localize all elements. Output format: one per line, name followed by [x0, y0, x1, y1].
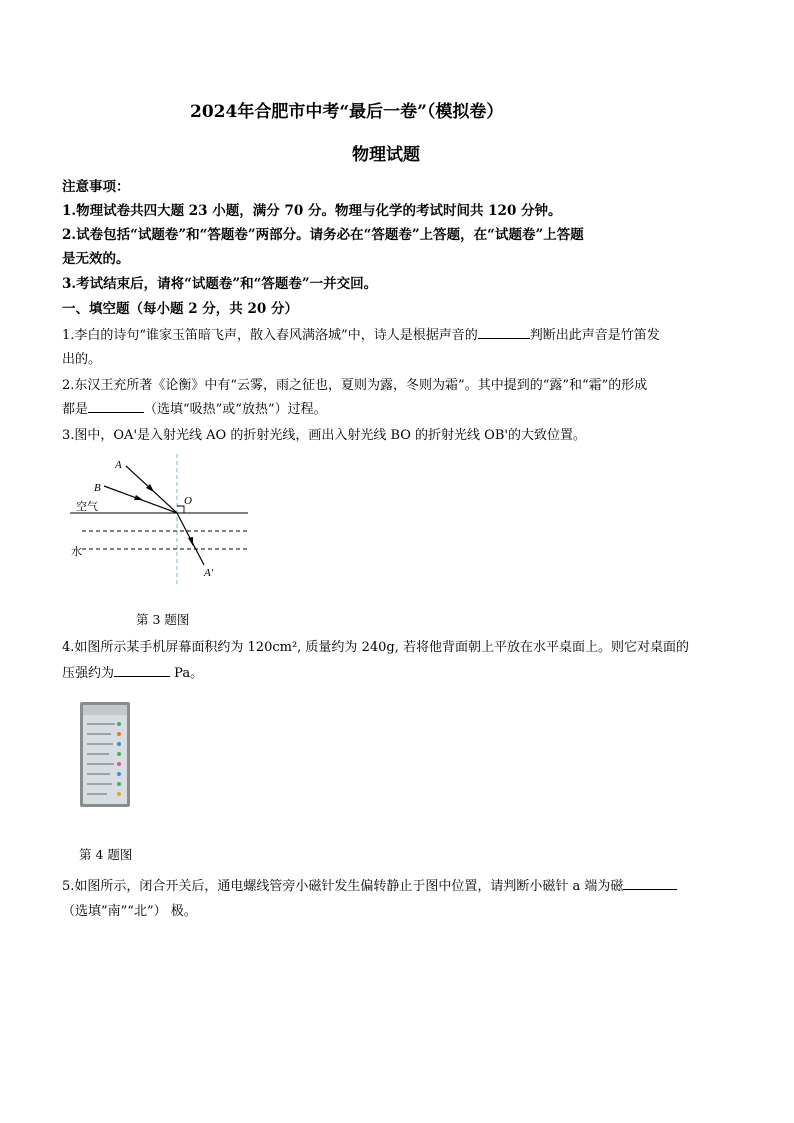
- q4-text-unit: Pa。: [174, 666, 204, 681]
- question-2: 2.东汉王充所著《论衡》中有“云雾，雨之征也，夏则为露，冬则为霜”。其中提到的“露”和“霜”的形成: [62, 378, 648, 393]
- ray-oa-prime-arrow: [188, 537, 193, 546]
- note-item: 2.试卷包括“试题卷”和“答题卷”两部分。请务必在“答题卷”上答题，在“试题卷”上答题: [62, 227, 584, 243]
- ray-bo-arrow: [134, 495, 143, 500]
- exam-title: 2024年合肥市中考“最后一卷”（模拟卷）: [190, 102, 504, 122]
- question-5: [62, 875, 677, 894]
- question-4: 4.如图所示某手机屏幕面积约为 120cm², 质量约为 240g, 若将他背面朝上平放在水平桌面上。则它对桌面的: [62, 640, 689, 655]
- q2-answer-blank[interactable]: [88, 400, 144, 413]
- q1-answer-blank[interactable]: [478, 326, 530, 339]
- q3-refraction-figure: [60, 448, 260, 596]
- label-b: B: [94, 482, 101, 494]
- notes-heading: 注意事项：: [62, 179, 130, 195]
- section-heading: 一、填空题（每小题 2 分，共 20 分）: [62, 301, 298, 317]
- label-o: O: [184, 495, 192, 507]
- q4-phone-image: [80, 702, 130, 807]
- question-5-line2: （选填”南”“北”） 极。: [62, 904, 197, 919]
- label-water: 水: [71, 545, 82, 558]
- q2-text-cont: （选填“吸热”或“放热”）过程。: [144, 402, 327, 417]
- note-item: 是无效的。: [62, 251, 130, 267]
- q2-text: 都是: [62, 402, 89, 417]
- question-1-line2: 出的。: [62, 352, 102, 367]
- q5-text: 5.如图所示，闭合开关后，通电螺线管旁小磁针发生偏转静止于图中位置，请判断小磁针 a 端为磁: [62, 879, 624, 894]
- label-a-prime: A′: [204, 567, 214, 579]
- right-angle-mark: [177, 506, 184, 513]
- note-item: 1.物理试卷共四大题 23 小题，满分 70 分。物理与化学的考试时间共 120 分钟。: [62, 203, 562, 219]
- q5-answer-blank[interactable]: [623, 877, 677, 890]
- question-4-line2: [62, 662, 203, 681]
- label-a: A: [115, 459, 122, 471]
- note-item: 3.考试结束后，请将“试题卷”和“答题卷”一并交回。: [62, 276, 378, 292]
- phone-screen: [83, 705, 127, 804]
- q1-text: 1.李白的诗句“谁家玉笛暗飞声，散入春风满洛城”中，诗人是根据声音的: [62, 328, 478, 343]
- q3-figure-caption: 第 3 题图: [136, 612, 190, 627]
- q4-answer-blank[interactable]: [114, 664, 170, 677]
- q4-figure-caption: 第 4 题图: [79, 847, 133, 862]
- q1-text-cont: 判断出此声音是竹笛发: [529, 328, 660, 343]
- question-2-line2: [62, 398, 327, 417]
- exam-subtitle: 物理试题: [352, 145, 420, 165]
- question-1: [62, 324, 660, 343]
- label-air: 空气: [76, 500, 98, 513]
- q4-text: 压强约为: [62, 666, 115, 681]
- question-3: 3.图中，OA'是入射光线 AO 的折射光线，画出入射光线 BO 的折射光线 OB'的大致位置。: [62, 428, 586, 443]
